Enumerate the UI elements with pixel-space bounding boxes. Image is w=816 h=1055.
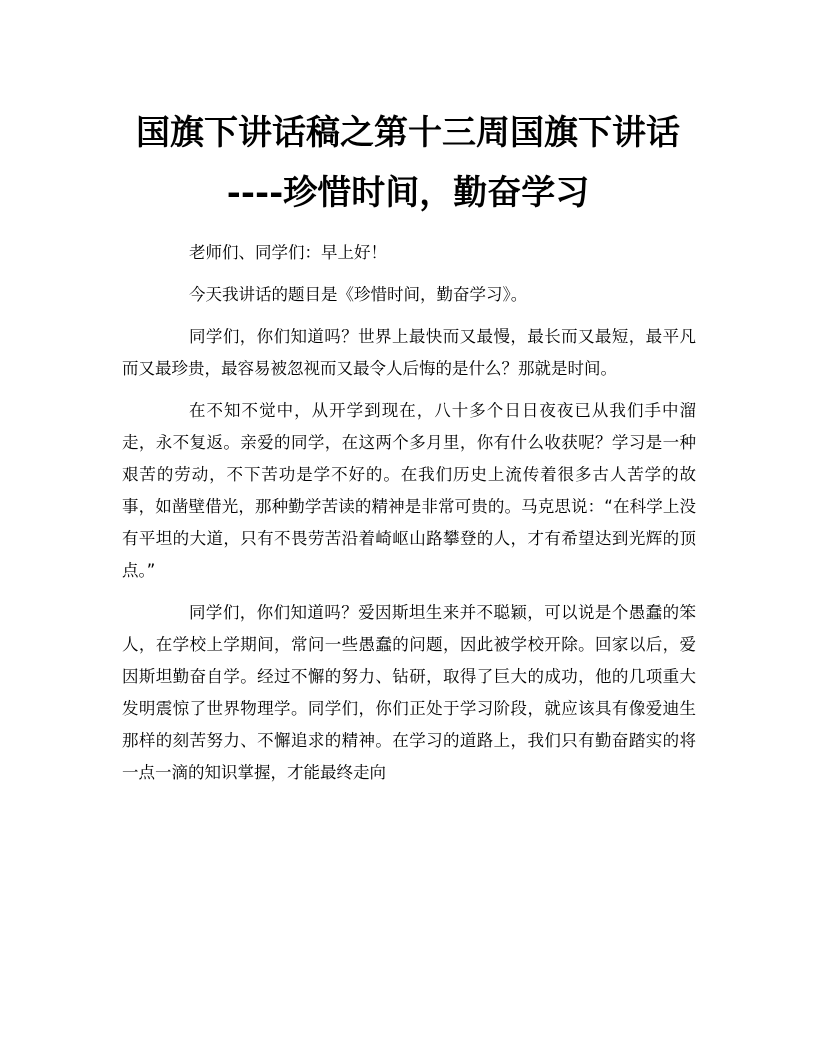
greeting-paragraph: 老师们、同学们：早上好！: [189, 243, 387, 262]
body-paragraph: 同学们，你们知道吗？世界上最快而又最慢，最长而又最短，最平凡而又最珍贵，最容易被忽视而又最令人后悔的是什么？那就是时间。: [122, 327, 696, 378]
document-subtitle: ----珍惜时间，勤奋学习: [226, 173, 590, 213]
document-body: [122, 237, 696, 799]
body-paragraph: 同学们，你们知道吗？爱因斯坦生来并不聪颖，可以说是个愚蠢的笨人，在学校上学期间，常问一些愚蠢的问题，因此被学校开除。回家以后，爱因斯坦勤奋自学。经过不懈的努力、钻研，取得了巨大的成功，他的几项重大发明震惊了世界物理学。同学们，你们正处于学习阶段，就应该具有像爱迪生那样的刻苦努力、不懈追求的精神。在学习的道路上，我们只有勤奋踏实的将一点一滴的知识掌握，才能最终走向: [122, 603, 696, 782]
topic-paragraph: 今天我讲话的题目是《珍惜时间，勤奋学习》。: [189, 285, 528, 304]
document-title: 国旗下讲话稿之第十三周国旗下讲话: [136, 113, 680, 153]
body-paragraph: 在不知不觉中，从开学到现在，八十多个日日夜夜已从我们手中溜走，永不复返。亲爱的同学，在这两个多月里，你有什么收获呢？学习是一种艰苦的劳动，不下苦功是学不好的。在我们历史上流传着很多古人苦学的故事，如凿壁借光，那种勤学苦读的精神是非常可贵的。马克思说：“在科学上没有平坦的大道，只有不畏劳苦沿着崎岖山路攀登的人，才有希望达到光辉的顶点。”: [122, 401, 696, 580]
